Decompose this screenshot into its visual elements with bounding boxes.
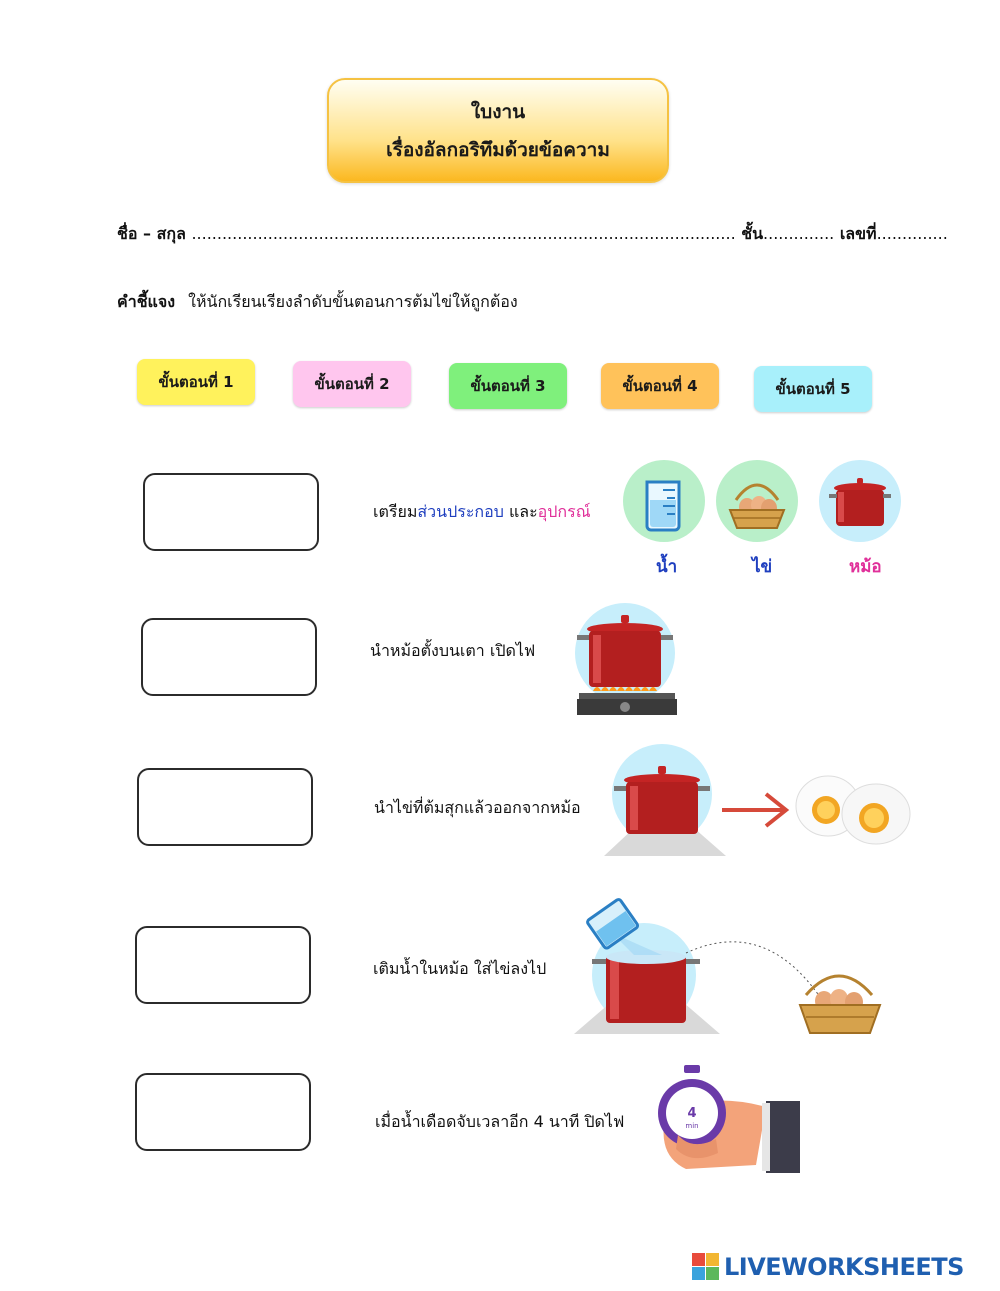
pot-icon xyxy=(819,460,901,542)
egg-basket-icon xyxy=(716,460,798,542)
answer-drop-box-1[interactable] xyxy=(143,473,319,551)
egg-label: ไข่ xyxy=(752,557,773,577)
step-label-2[interactable]: ขั้นตอนที่ 2 xyxy=(293,361,411,407)
class-field[interactable]: .............. xyxy=(763,224,835,243)
step-text-add-water: เติมน้ำในหม้อ ใส่ไข่ลงไป xyxy=(373,959,547,978)
water-label: น้ำ xyxy=(656,557,678,577)
answer-drop-box-3[interactable] xyxy=(137,768,313,846)
liveworksheets-badge-icon xyxy=(692,1253,720,1281)
step-label-5[interactable]: ขั้นตอนที่ 5 xyxy=(754,366,872,412)
answer-drop-box-4[interactable] xyxy=(135,926,311,1004)
stopwatch-hand-icon xyxy=(646,1065,802,1175)
worksheet-title: ใบงาน xyxy=(470,100,526,123)
pot-to-boiled-egg-icon xyxy=(604,744,918,858)
liveworksheets-logo[interactable] xyxy=(692,1252,992,1282)
step-label-3[interactable]: ขั้นตอนที่ 3 xyxy=(449,363,567,409)
liveworksheets-wordmark: LIVEWORKSHEETS xyxy=(724,1253,964,1281)
step-text-prepare: เตรียมส่วนประกอบ และอุปกรณ์ xyxy=(373,502,591,521)
answer-drop-box-5[interactable] xyxy=(135,1073,311,1151)
beaker-icon xyxy=(623,460,705,542)
name-label: ชื่อ – สกุล xyxy=(117,224,186,243)
step-text-stove: นำหม้อตั้งบนเตา เปิดไฟ xyxy=(370,641,536,660)
number-label: เลขที่ xyxy=(839,224,877,243)
pot-on-stove-icon xyxy=(567,603,677,716)
worksheet-subtitle: เรื่องอัลกอริทึมด้วยข้อความ xyxy=(386,138,610,161)
step-label-1[interactable]: ขั้นตอนที่ 1 xyxy=(137,359,255,405)
timer-unit: min xyxy=(685,1122,699,1130)
instruction-label: คำชี้แจง xyxy=(117,292,176,311)
instruction xyxy=(117,290,518,315)
step-text-timer: เมื่อน้ำเดือดจับเวลาอีก 4 นาที ปิดไฟ xyxy=(375,1112,625,1131)
class-label: ชั้น xyxy=(741,224,764,243)
equipment-word: อุปกรณ์ xyxy=(537,502,591,521)
timer-number: 4 xyxy=(687,1106,697,1121)
step-label-4[interactable]: ขั้นตอนที่ 4 xyxy=(601,363,719,409)
student-info-line xyxy=(117,222,948,247)
ingredients-word: ส่วนประกอบ xyxy=(417,502,504,521)
instruction-text: ให้นักเรียนเรียงลำดับขั้นตอนการต้มไข่ให้ถูกต้อง xyxy=(188,292,518,311)
answer-drop-box-2[interactable] xyxy=(141,618,317,696)
number-field[interactable]: .............. xyxy=(876,224,948,243)
pot-label: หม้อ xyxy=(849,557,882,577)
name-field[interactable]: ........................................................................................................... xyxy=(191,224,736,243)
pour-water-icon xyxy=(574,897,884,1039)
step-text-remove-egg: นำไข่ที่ต้มสุกแล้วออกจากหม้อ xyxy=(374,798,581,817)
worksheet-title-box xyxy=(327,78,669,183)
